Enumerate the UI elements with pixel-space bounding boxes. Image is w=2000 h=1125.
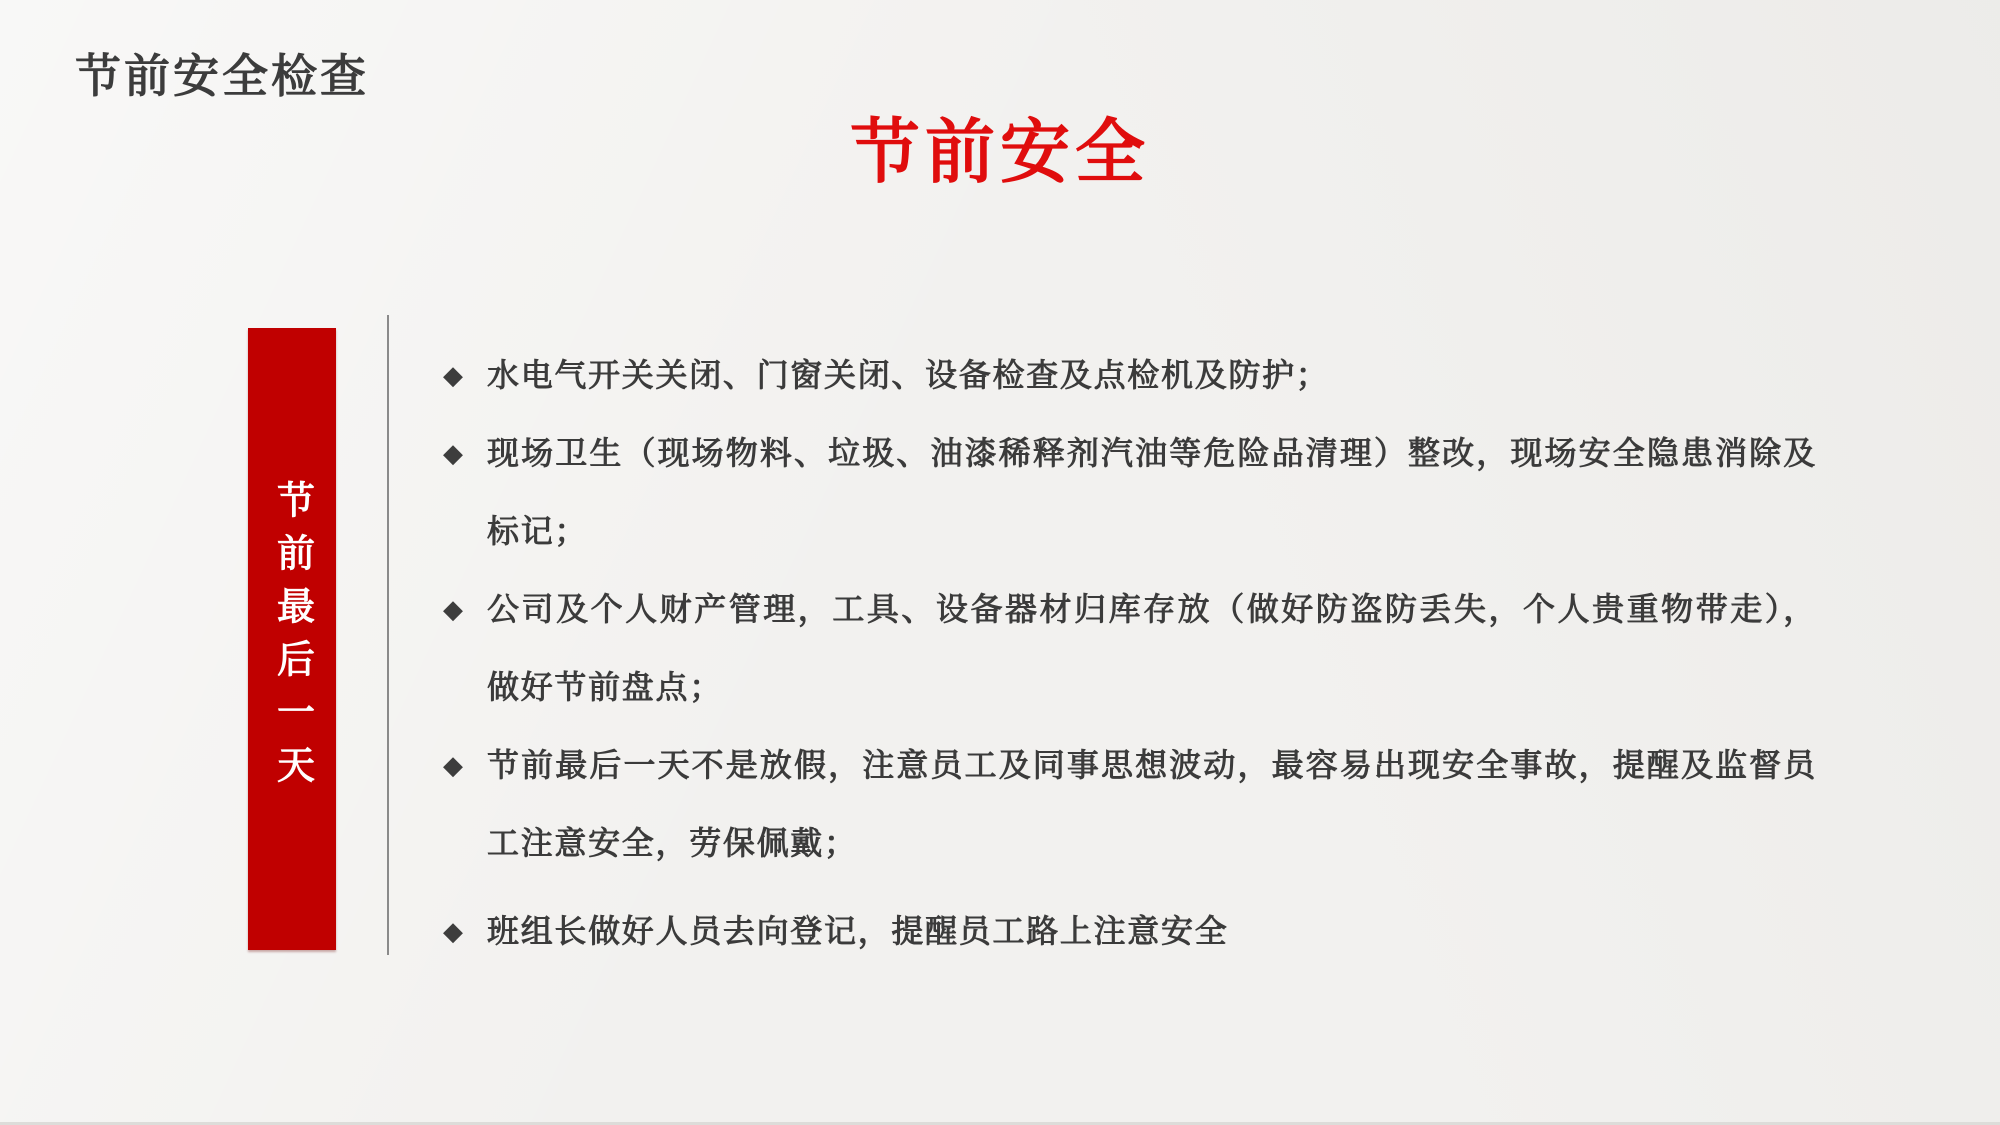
vertical-divider xyxy=(387,315,389,955)
bullet-text: 公司及个人财产管理，工具、设备器材归库存放（做好防盗防丢失，个人贵重物带走），做好节前盘点； xyxy=(487,591,1817,705)
diamond-bullet-icon: ◆ xyxy=(443,360,463,390)
list-item xyxy=(443,892,1817,970)
sidebar-banner xyxy=(248,328,336,950)
list-item xyxy=(443,414,1817,570)
bullet-list xyxy=(443,336,1817,970)
diamond-bullet-icon: ◆ xyxy=(443,594,463,624)
bullet-text: 班组长做好人员去向登记，提醒员工路上注意安全 xyxy=(487,913,1229,949)
page-title: 节前安全 xyxy=(850,113,1150,191)
diamond-bullet-icon: ◆ xyxy=(443,438,463,468)
sidebar-banner-label: 节前最后一天 xyxy=(270,480,313,798)
diamond-bullet-icon: ◆ xyxy=(443,916,463,946)
list-item xyxy=(443,726,1817,882)
slide-header-title: 节前安全检查 xyxy=(75,50,369,102)
bullet-text: 水电气开关关闭、门窗关闭、设备检查及点检机及防护； xyxy=(487,357,1330,393)
bullet-text: 节前最后一天不是放假，注意员工及同事思想波动，最容易出现安全事故，提醒及监督员工注意安全，劳保佩戴； xyxy=(487,747,1817,861)
bullet-text: 现场卫生（现场物料、垃圾、油漆稀释剂汽油等危险品清理）整改，现场安全隐患消除及标记； xyxy=(487,435,1817,549)
list-item xyxy=(443,336,1817,414)
list-item xyxy=(443,570,1817,726)
diamond-bullet-icon: ◆ xyxy=(443,750,463,780)
